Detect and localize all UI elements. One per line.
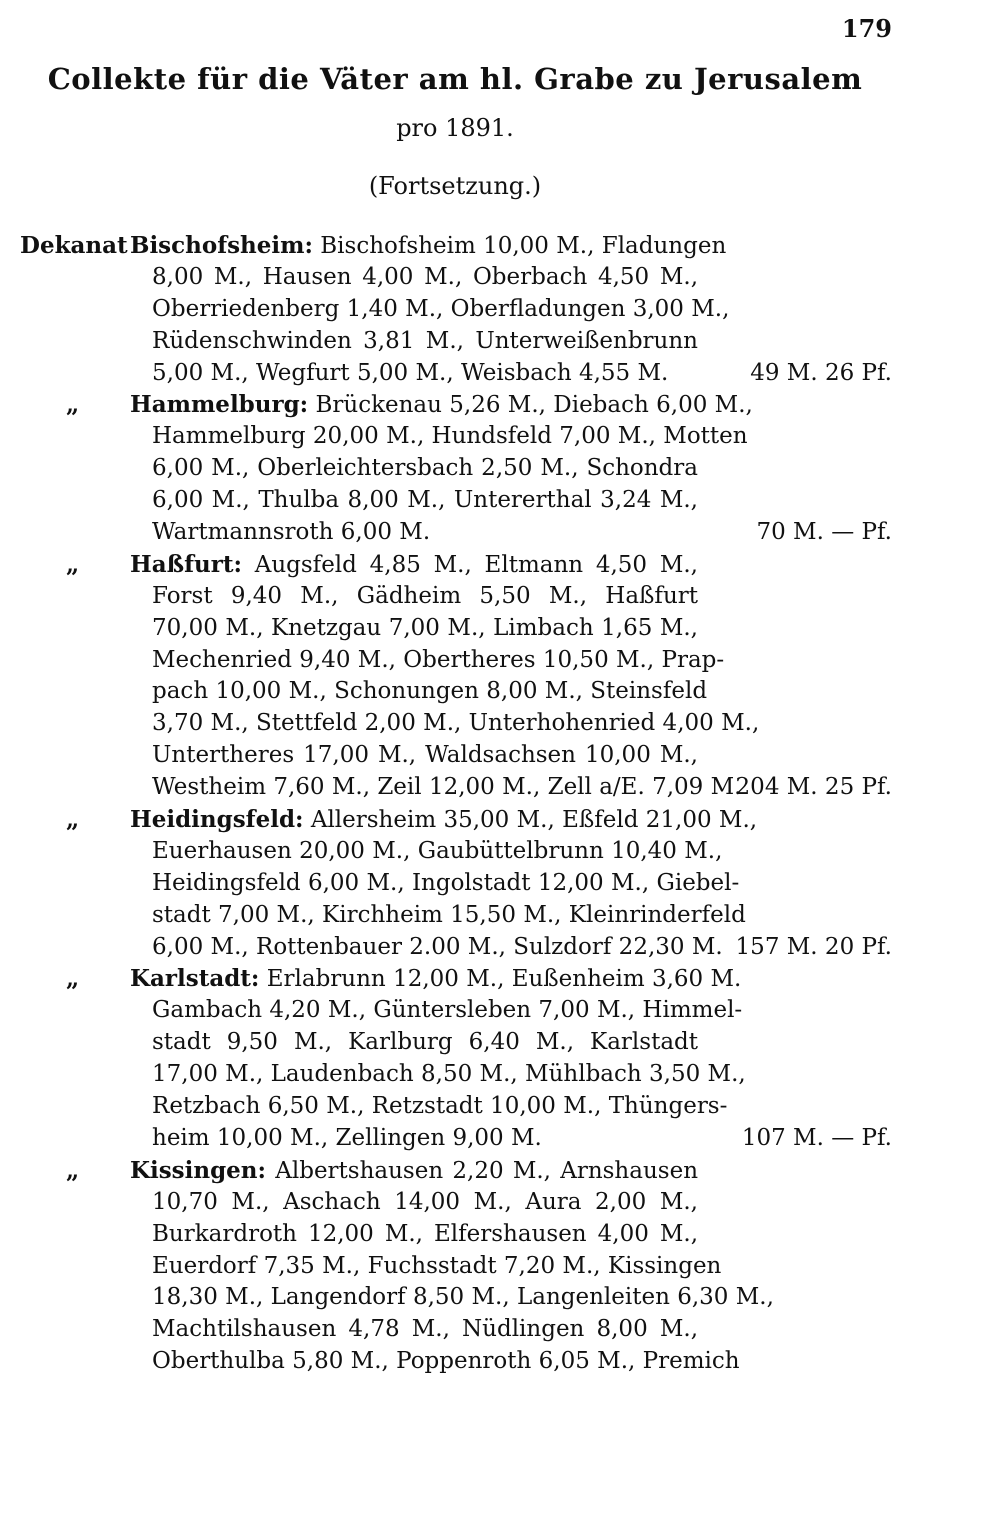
entry-line [0, 1282, 1000, 1314]
parish-amounts: Westheim 7,60 M., Zeil 12,00 M., Zell a/E. 7,09 M. [152, 774, 742, 801]
entry-line [0, 1059, 1000, 1091]
parish-amounts: 6,00 M., Oberleichtersbach 2,50 M., Schondra [152, 455, 698, 482]
parish-amounts: Erlabrunn 12,00 M., Eußenheim 3,60 M. [266, 966, 742, 993]
district-name: Hammelburg: [130, 391, 309, 419]
parish-amounts: Burkardroth 12,00 M., Elfershausen 4,00 M., [152, 1220, 698, 1247]
parish-amounts: Retzbach 6,50 M., Retzstadt 10,00 M., Thüngers- [152, 1093, 728, 1120]
parish-amounts: 18,30 M., Langendorf 8,50 M., Langenleiten 6,30 M., [152, 1284, 774, 1311]
district-name: Haßfurt: [130, 550, 242, 578]
parish-amounts: Bischofsheim 10,00 M., Fladungen [320, 233, 727, 259]
parish-amounts: Euerhausen 20,00 M., Gaubüttelbrunn 10,40 M., [152, 837, 723, 864]
entry-line [0, 1314, 1000, 1346]
deanery-entry [0, 963, 1000, 1154]
parish-amounts: Allersheim 35,00 M., Eßfeld 21,00 M., [310, 807, 758, 834]
entry-line [0, 262, 1000, 294]
ditto-mark: „ [66, 806, 80, 834]
district-name: Karlstadt: [130, 965, 260, 993]
entry-line [0, 868, 1000, 900]
parish-amounts: Mechenried 9,40 M., Obertheres 10,50 M., Prap- [152, 646, 725, 673]
entry-line [0, 549, 1000, 581]
entry-line [0, 358, 1000, 390]
deanery-total: 204 M. 25 Pf. [735, 774, 892, 801]
parish-amounts: Oberthulba 5,80 M., Poppenroth 6,05 M., Premich [152, 1348, 740, 1375]
entry-line [0, 517, 1000, 549]
entry-line [0, 485, 1000, 517]
entry-line [0, 900, 1000, 932]
entry-line [0, 1155, 1000, 1187]
parish-amounts: Hammelburg 20,00 M., Hundsfeld 7,00 M., Motten [152, 423, 748, 450]
district-name: Heidingsfeld: [130, 806, 304, 834]
parish-amounts: 6,00 M., Thulba 8,00 M., Untererthal 3,24 M., [152, 487, 698, 514]
parish-amounts: Machtilshausen 4,78 M., Nüdlingen 8,00 M., [152, 1316, 698, 1343]
entry-line [0, 581, 1000, 613]
parish-amounts: 8,00 M., Hausen 4,00 M., Oberbach 4,50 M., [152, 263, 698, 290]
entry-line [0, 932, 1000, 964]
entry-first-line [130, 549, 698, 582]
parish-amounts: Untertheres 17,00 M., Waldsachsen 10,00 M., [152, 742, 698, 769]
collection-list [0, 230, 1000, 1378]
parish-amounts: stadt 7,00 M., Kirchheim 15,50 M., Kleinrinderfeld [152, 901, 746, 928]
parish-amounts: 17,00 M., Laudenbach 8,50 M., Mühlbach 3,50 M., [152, 1061, 746, 1088]
parish-amounts: Gambach 4,20 M., Güntersleben 7,00 M., Himmel- [152, 997, 743, 1024]
parish-amounts: 6,00 M., Rottenbauer 2.00 M., Sulzdorf 22,30 M. [152, 933, 723, 960]
deanery-entry [0, 804, 1000, 963]
entry-line [0, 772, 1000, 804]
entry-line [0, 453, 1000, 485]
dekanat-label: Dekanat [20, 232, 128, 259]
entry-line [0, 613, 1000, 645]
parish-amounts: Euerdorf 7,35 M., Fuchsstadt 7,20 M., Kissingen [152, 1252, 722, 1279]
ditto-mark: „ [66, 965, 80, 993]
deanery-entry [0, 230, 1000, 389]
entry-line [0, 230, 1000, 262]
ditto-mark: „ [66, 391, 80, 419]
parish-amounts: heim 10,00 M., Zellingen 9,00 M. [152, 1124, 542, 1151]
entry-line [0, 1187, 1000, 1219]
entry-line [0, 676, 1000, 708]
deanery-total: 70 M. — Pf. [756, 519, 892, 546]
parish-amounts: Augsfeld 4,85 M., Eltmann 4,50 M., [254, 551, 698, 578]
deanery-total: 49 M. 26 Pf. [750, 359, 892, 386]
parish-amounts: Heidingsfeld 6,00 M., Ingolstadt 12,00 M., Giebel- [152, 869, 740, 896]
parish-amounts: Albertshausen 2,20 M., Arnshausen [275, 1157, 699, 1184]
deanery-total: 157 M. 20 Pf. [735, 933, 892, 960]
continuation-note: (Fortsetzung.) [368, 172, 542, 200]
parish-amounts: pach 10,00 M., Schonungen 8,00 M., Steinsfeld [152, 678, 708, 705]
entry-line [0, 836, 1000, 868]
parish-amounts: Wartmannsroth 6,00 M. [152, 519, 431, 546]
entry-line [0, 1346, 1000, 1378]
deanery-entry [0, 549, 1000, 804]
entry-line [0, 326, 1000, 358]
entry-first-line [130, 230, 727, 263]
entry-line [0, 1027, 1000, 1059]
ditto-mark: „ [66, 550, 80, 578]
parish-amounts: Forst 9,40 M., Gädheim 5,50 M., Haßfurt [152, 582, 698, 609]
entry-line [0, 740, 1000, 772]
entry-line [0, 1091, 1000, 1123]
entry-line [0, 389, 1000, 421]
district-name: Kissingen: [130, 1156, 267, 1184]
entry-line [0, 294, 1000, 326]
entry-line [0, 995, 1000, 1027]
entry-line [0, 804, 1000, 836]
entry-first-line [130, 804, 758, 837]
ditto-mark: „ [66, 1156, 80, 1184]
page-subtitle: pro 1891. [396, 114, 514, 142]
page-number: 179 [841, 14, 892, 43]
parish-amounts: Oberriedenberg 1,40 M., Oberfladungen 3,00 M., [152, 295, 730, 322]
entry-line [0, 645, 1000, 677]
parish-amounts: 3,70 M., Stettfeld 2,00 M., Unterhohenried 4,00 M., [152, 710, 760, 737]
page-title: Collekte für die Väter am hl. Grabe zu Jerusalem [47, 62, 863, 96]
entry-first-line [130, 963, 742, 996]
parish-amounts: Rüdenschwinden 3,81 M., Unterweißenbrunn [152, 327, 698, 354]
entry-line [0, 421, 1000, 453]
entry-line [0, 963, 1000, 995]
parish-amounts: 5,00 M., Wegfurt 5,00 M., Weisbach 4,55 M. [152, 359, 669, 386]
parish-amounts: 70,00 M., Knetzgau 7,00 M., Limbach 1,65 M., [152, 614, 698, 641]
parish-amounts: stadt 9,50 M., Karlburg 6,40 M., Karlstadt [152, 1029, 698, 1056]
parish-amounts: Brückenau 5,26 M., Diebach 6,00 M., [315, 392, 753, 419]
entry-first-line [130, 1155, 698, 1188]
deanery-entry [0, 1155, 1000, 1378]
entry-line [0, 1219, 1000, 1251]
parish-amounts: 10,70 M., Aschach 14,00 M., Aura 2,00 M., [152, 1188, 698, 1215]
entry-line [0, 1123, 1000, 1155]
district-name: Bischofsheim: [130, 232, 313, 259]
entry-line [0, 708, 1000, 740]
entry-line [0, 1251, 1000, 1283]
entry-first-line [130, 389, 753, 422]
deanery-entry [0, 389, 1000, 548]
deanery-total: 107 M. — Pf. [741, 1124, 892, 1151]
